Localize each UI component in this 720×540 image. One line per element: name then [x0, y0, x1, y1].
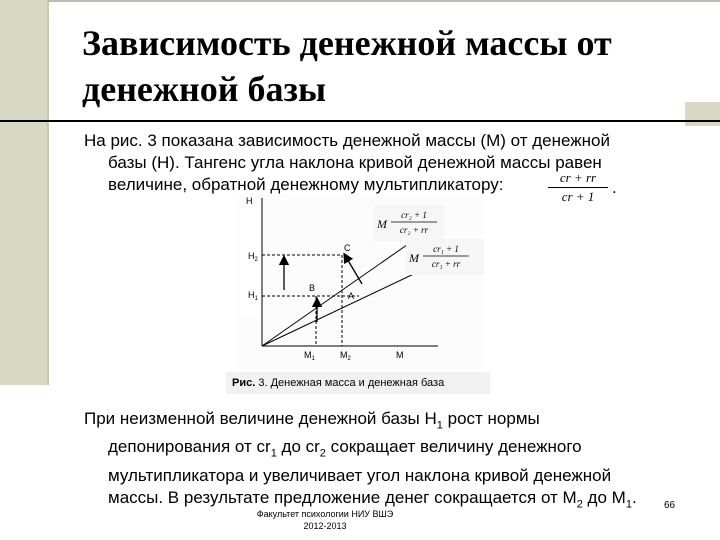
- figure-caption: [226, 372, 490, 394]
- intro-line-1: На рис. 3 показана зависимость денежной массы (M) от денежной: [84, 131, 610, 150]
- conclusion-l2-b: до cr: [276, 437, 320, 457]
- intro-line-2: базы (H). Тангенс угла наклона кривой денежной массы равен: [108, 153, 602, 172]
- point-label-a: A: [348, 291, 355, 301]
- conclusion-l4-sub2: 1: [625, 498, 632, 511]
- footer-line-2: 2012-2013: [303, 521, 347, 531]
- point-label-b: B: [309, 283, 316, 293]
- conclusion-l2-sub2: 2: [319, 447, 326, 460]
- footer-line-1: Факультет психологии НИУ ВШЭ: [256, 509, 394, 519]
- caption-label: Рис.: [232, 377, 256, 389]
- money-supply-figure: [234, 194, 484, 369]
- curve1-denominator: cr₂ + rr: [399, 225, 429, 235]
- label-h1-sub: 1: [254, 296, 258, 302]
- axis-label-h: H: [246, 196, 253, 206]
- slide-number: 66: [664, 500, 676, 511]
- title-underline: [0, 120, 720, 122]
- label-m1-main: M: [304, 350, 312, 360]
- formula-numerator: cr + rr: [548, 170, 608, 188]
- conclusion-paragraph: [84, 408, 694, 515]
- label-m2-sub: 2: [347, 356, 351, 362]
- label-m1-sub: 1: [311, 356, 315, 362]
- formula-denominator: cr + 1: [561, 189, 595, 204]
- slide-title-line-1: Зависимость денежной массы от: [82, 23, 612, 63]
- conclusion-l4-a: массы. В результате предложение денег сокращается от M: [108, 487, 577, 507]
- conclusion-l4-c: .: [631, 487, 637, 507]
- point-label-c: C: [344, 243, 351, 253]
- curve2-numerator: cr₁ + 1: [433, 244, 459, 254]
- formula-period: .: [612, 178, 617, 197]
- left-decor-bar: [0, 0, 47, 385]
- conclusion-l1-a: При неизменной величине денежной базы H: [84, 409, 437, 428]
- slide-footer: [240, 508, 410, 532]
- label-h1-main: H: [248, 290, 255, 300]
- conclusion-l2-c: сокращает величину денежного: [325, 437, 582, 457]
- conclusion-l1-b: рост нормы: [442, 409, 540, 428]
- top-decor-rule: [48, 0, 720, 2]
- figure-background: [234, 194, 484, 369]
- label-h2-sub: 2: [254, 257, 258, 263]
- axis-label-m: M: [396, 350, 404, 360]
- label-h2-main: H: [248, 251, 255, 261]
- curve1-m: M: [377, 217, 387, 231]
- label-m2-main: M: [340, 350, 348, 360]
- conclusion-l2-a: депонирования от cr: [108, 437, 271, 457]
- curve2-m: M: [409, 251, 419, 265]
- caption-text: 3. Денежная масса и денежная база: [255, 377, 445, 389]
- slide-title: [82, 20, 702, 112]
- slide-title-line-2: денежной базы: [82, 69, 327, 109]
- curve2-denominator: cr₁ + rr: [431, 259, 461, 269]
- conclusion-l2-sub1: 1: [270, 447, 277, 460]
- conclusion-l4-sub1: 2: [576, 498, 583, 511]
- conclusion-l4-b: до M: [582, 487, 626, 507]
- multiplier-inverse-formula: [548, 170, 608, 205]
- intro-line-3: величине, обратной денежному мультипликатору:: [108, 175, 504, 194]
- conclusion-line-3: мультипликатора и увеличивает угол наклона кривой денежной: [108, 465, 612, 485]
- curve1-numerator: cr₂ + 1: [401, 210, 427, 220]
- left-decor-rule: [47, 0, 49, 385]
- conclusion-line-2: [84, 436, 694, 464]
- conclusion-l1-sub: 1: [436, 419, 443, 432]
- conclusion-line-1: [84, 408, 694, 436]
